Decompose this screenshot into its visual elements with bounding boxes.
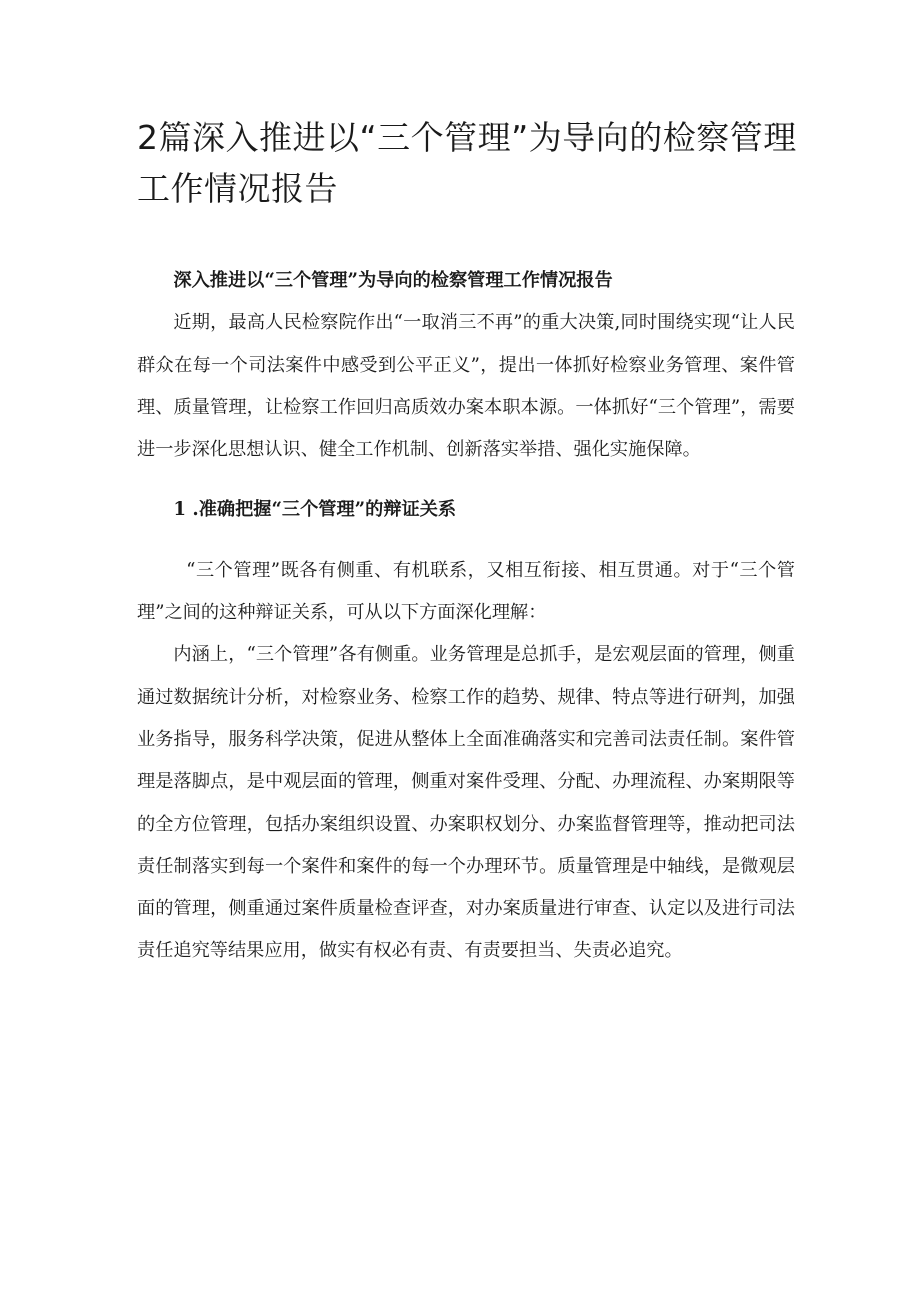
section-1-heading: 1 .准确把握“三个管理”的辩证关系 — [173, 499, 457, 521]
document-body — [137, 260, 795, 973]
section-1-paragraph-1: “三个管理”既各有侧重、有机联系，又相互衔接、相互贯通。对于“三个管理”之间的这种辩证关系，可从以下方面深化理解： — [137, 559, 795, 624]
intro-paragraph: 近期，最高人民检察院作出“一取消三不再”的重大决策,同时围绕实现“让人民群众在每一个司法案件中感受到公平正义”，提出一体抓好检察业务管理、案件管理、质量管理，让检察工作回归高质效办案本职本源。一体抓好“三个管理”，需要进一步深化思想认识、健全工作机制、创新落实举措、强化实施保障。 — [137, 312, 795, 461]
section-1-paragraph-2: 内涵上，“三个管理”各有侧重。业务管理是总抓手，是宏观层面的管理，侧重通过数据统计分析，对检察业务、检察工作的趋势、规律、特点等进行研判，加强业务指导，服务科学决策，促进从整体上全面准确落实和完善司法责任制。案件管理是落脚点，是中观层面的管理，侧重对案件受理、分配、办理流程、办案期限等的全方位管理，包括办案组织设置、办案职权划分、办案监督管理等，推动把司法责任制落实到每一个案件和案件的每一个办理环节。质量管理是中轴线，是微观层面的管理，侧重通过案件质量检查评查，对办案质量进行审查、认定以及进行司法责任追究等结果应用，做实有权必有责、有责要担当、失责必追究。 — [137, 644, 795, 962]
document-title: 2篇深入推进以“三个管理”为导向的检察管理工作情况报告 — [137, 118, 797, 208]
document-subtitle: 深入推进以“三个管理”为导向的检察管理工作情况报告 — [173, 270, 613, 291]
